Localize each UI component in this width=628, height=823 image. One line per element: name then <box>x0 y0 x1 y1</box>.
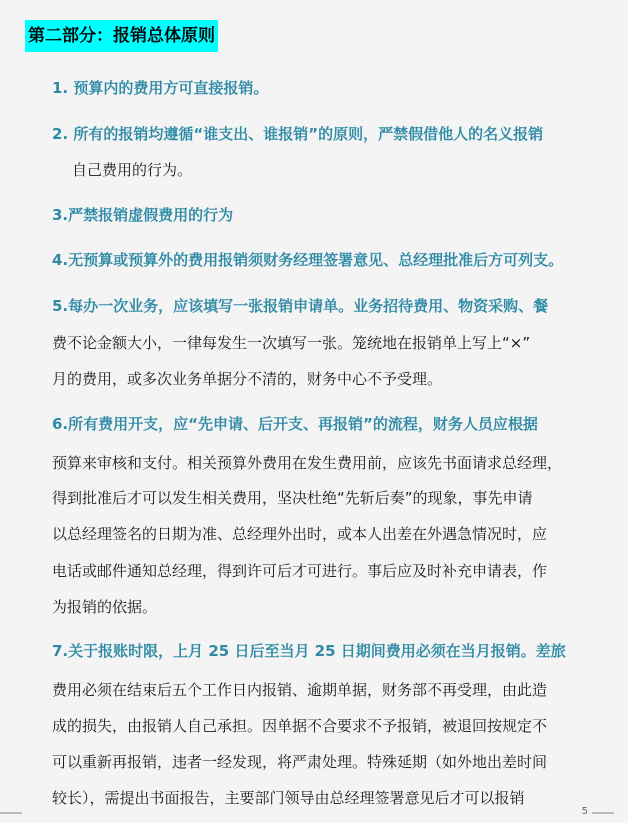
item-text: 严禁报销虚假费用的行为 <box>68 206 234 224</box>
list-item-7-line-5: 较长），需提出书面报告，主要部门领导由总经理签署意见后才可以报销 <box>52 789 525 807</box>
list-item-3 <box>52 205 233 225</box>
list-item-7-line-3: 成的损失，由报销人自己承担。因单据不合要求不予报销，被退回按规定不 <box>52 717 548 735</box>
list-item-5-line-2: 费不论金额大小，一律每发生一次填写一张。笼统地在报销单上写上“×” <box>52 334 531 352</box>
crop-mark-right <box>592 812 614 814</box>
list-item-6-line-5: 电话或邮件通知总经理，得到许可后才可进行。事后应及时补充申请表，作 <box>52 562 548 580</box>
list-item-2-continuation: 自己费用的行为。 <box>72 161 193 179</box>
item-text: 每办一次业务，应该填写一张报销申请单。业务招待费用、物资采购、餐 <box>68 297 549 315</box>
page-number: 5 <box>581 806 588 817</box>
item-number: 3. <box>52 206 69 224</box>
item-text: 无预算或预算外的费用报销须财务经理签署意见、总经理批准后方可列支。 <box>68 251 564 269</box>
list-item-1 <box>52 78 268 98</box>
item-number: 1. <box>52 79 74 97</box>
list-item-2 <box>52 124 543 144</box>
item-text: 预算内的费用方可直接报销。 <box>73 79 269 97</box>
list-item-7 <box>52 641 566 661</box>
list-item-6 <box>52 414 538 434</box>
crop-mark-left <box>0 812 22 814</box>
list-item-6-line-3: 得到批准后才可以发生相关费用，坚决杜绝“先斩后奏”的现象，事先申请 <box>52 489 533 507</box>
list-item-5 <box>52 296 548 316</box>
list-item-5-line-3: 月的费用，或多次业务单据分不清的，财务中心不予受理。 <box>52 370 443 388</box>
section-heading: 第二部分：报销总体原则 <box>25 20 218 52</box>
list-item-7-line-2: 费用必须在结束后五个工作日内报销、逾期单据，财务部不再受理，由此造 <box>52 681 548 699</box>
item-number: 5. <box>52 297 69 315</box>
item-text: 关于报账时限，上月 25 日后至当月 25 日期间费用必须在当月报销。差旅 <box>68 642 566 660</box>
list-item-6-line-2: 预算来审核和支付。相关预算外费用在发生费用前，应该先书面请求总经理， <box>52 454 563 472</box>
list-item-4 <box>52 250 563 270</box>
item-number: 7. <box>52 642 69 660</box>
item-number: 2. <box>52 125 74 143</box>
item-text: 所有的报销均遵循“谁支出、谁报销”的原则，严禁假借他人的名义报销 <box>73 125 544 143</box>
item-text: 所有费用开支，应“先申请、后开支、再报销”的流程，财务人员应根据 <box>68 415 538 433</box>
list-item-6-line-4: 以总经理签名的日期为准、总经理外出时，或本人出差在外遇急情况时，应 <box>52 525 548 543</box>
list-item-7-line-4: 可以重新再报销，违者一经发现，将严肃处理。特殊延期（如外地出差时间 <box>52 753 548 771</box>
item-number: 4. <box>52 251 69 269</box>
item-number: 6. <box>52 415 69 433</box>
list-item-6-line-6: 为报销的依据。 <box>52 598 158 616</box>
